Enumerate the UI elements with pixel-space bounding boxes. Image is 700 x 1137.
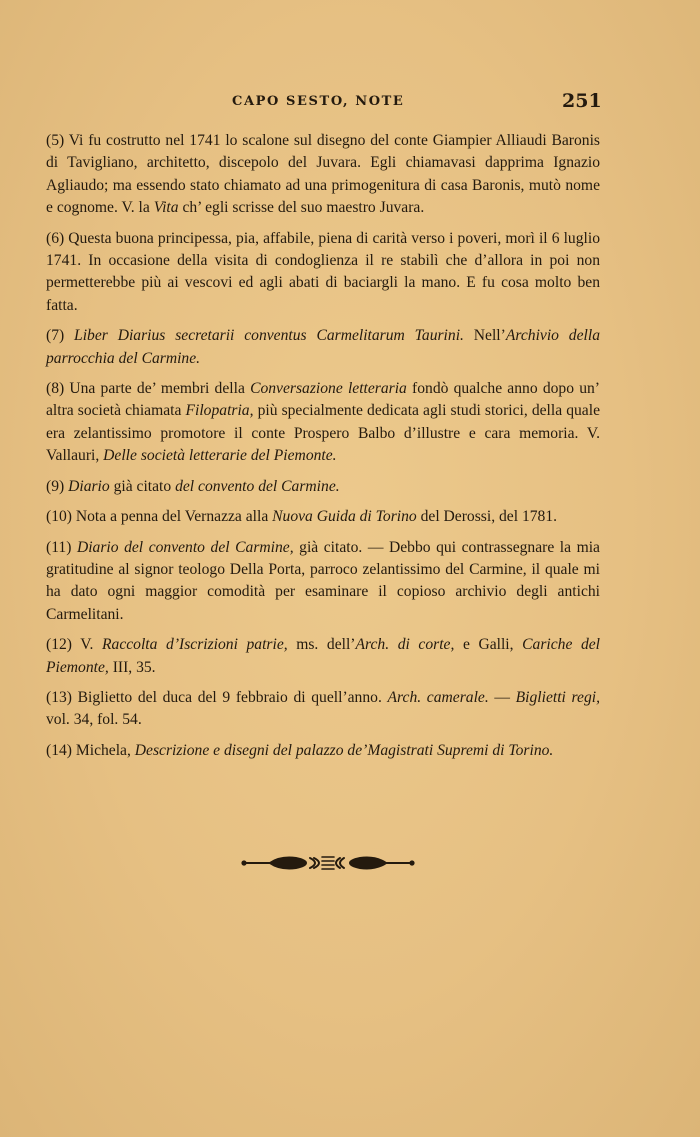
footnote — [46, 228, 600, 318]
footnote-italic-text: Descrizione e disegni del palazzo de’Magistrati Supremi di Torino. — [134, 741, 554, 759]
footnote-italic-text: Archivio della parrocchia del Carmine. — [46, 327, 600, 367]
footnote-text: ms. dell’ — [287, 636, 356, 654]
footnote-italic-text: Liber Diarius secretarii conventus Carmelitarum Taurini. — [74, 327, 464, 345]
footnote-italic-text: Biglietti regi, — [515, 688, 600, 706]
footnote-text: (12) V. — [46, 636, 103, 654]
footnote-text: e Galli, — [454, 636, 523, 654]
footnote-italic-text: Raccolta d’Iscrizioni patrie, — [102, 636, 288, 654]
footnote-text: (7) — [46, 327, 75, 345]
footnote-text: (5) Vi fu costrutto nel 1741 lo scalone sul disegno del conte Giampier Alliaudi Baronis di Tavigliano, architetto, discepolo del Juvara. Egli chiamavasi dapprima Ignazio Agliaudo; ma essendo stato chiamato ad una primogenitura di casa Baronis, mutò nome e cognome. V. la — [46, 132, 600, 217]
header-title: CAPO SESTO, NOTE — [232, 94, 405, 109]
footnote-text: (8) Una parte de’ membri della — [46, 380, 251, 398]
footnote-italic-text: Delle società letterarie del Piemonte. — [103, 447, 337, 465]
footnote-italic-text: Cariche del Piemonte, — [46, 636, 600, 676]
footnote-text: (6) Questa buona principessa, pia, affabile, piena di carità verso i poveri, morì il 6 luglio 1741. In occasione della visita di condoglienza il re stabilì che d’allora in poi non permetterebbe più ai vescovi ed agli abati di baciargli la mano. E fu cosa molto ben fatta. — [46, 229, 600, 314]
footnote-text: — — [488, 688, 516, 706]
footnote — [46, 740, 600, 762]
footnote-text: (9) — [46, 477, 69, 495]
page-number: 251 — [562, 90, 602, 112]
footnote — [46, 634, 600, 679]
footnote-text: Nell’ — [463, 327, 506, 345]
footnote — [46, 130, 600, 220]
footnote — [46, 325, 600, 370]
footnote-italic-text: Diario — [68, 477, 110, 495]
footnote-text: del Derossi, del 1781. — [416, 508, 558, 526]
footnote-text: (10) Nota a penna del Vernazza alla — [46, 508, 273, 526]
footnote-text: vol. 34, fol. 54. — [46, 711, 142, 729]
footnote-text: (11) — [46, 538, 77, 556]
footnote-italic-text: Arch. camerale. — [387, 688, 489, 706]
footnote — [46, 506, 600, 528]
footnote-italic-text: Filopatria, — [185, 402, 254, 420]
footnote-italic-text: Vita — [153, 199, 179, 217]
running-head — [0, 90, 700, 116]
footnote-text: già citato. — Debbo qui contrassegnare la mia gratitudine al signor teologo Della Porta, parroco zelantissimo del Carmine, il quale mi ha dato ogni maggior comodità per esaminare il copioso archivio degli antichi Carmelitani. — [46, 538, 600, 623]
tailpiece-ornament-icon — [240, 852, 416, 874]
footnote-text: (13) Biglietto del duca del 9 febbraio di quell’anno. — [46, 688, 388, 706]
footnote-italic-text: Conversazione letteraria — [250, 380, 407, 398]
footnote-italic-text: Nuova Guida di Torino — [272, 508, 417, 526]
footnote-text: III, 35. — [108, 658, 156, 676]
footnote-italic-text: del convento del Carmine. — [175, 477, 340, 495]
footnote-text: ch’ egli scrisse del suo maestro Juvara. — [178, 199, 425, 217]
footnote-italic-text: Arch. di corte, — [355, 636, 455, 654]
footnote — [46, 378, 600, 468]
footnote-text: più specialmente dedicata agli studi storici, della quale era zelantissimo promotore il conte Prospero Balbo d’illustre e cara memoria. V. Vallauri, — [46, 402, 600, 465]
footnote-text: fondò qualche anno dopo un’ altra società chiamata — [46, 380, 600, 420]
notes-section — [46, 130, 600, 770]
footnote — [46, 537, 600, 627]
footnote — [46, 687, 600, 732]
footnote — [46, 476, 600, 498]
footnote-italic-text: Diario del convento del Carmine, — [76, 538, 294, 556]
footnote-text: (14) Michela, — [46, 741, 135, 759]
footnote-text: già citato — [109, 477, 176, 495]
